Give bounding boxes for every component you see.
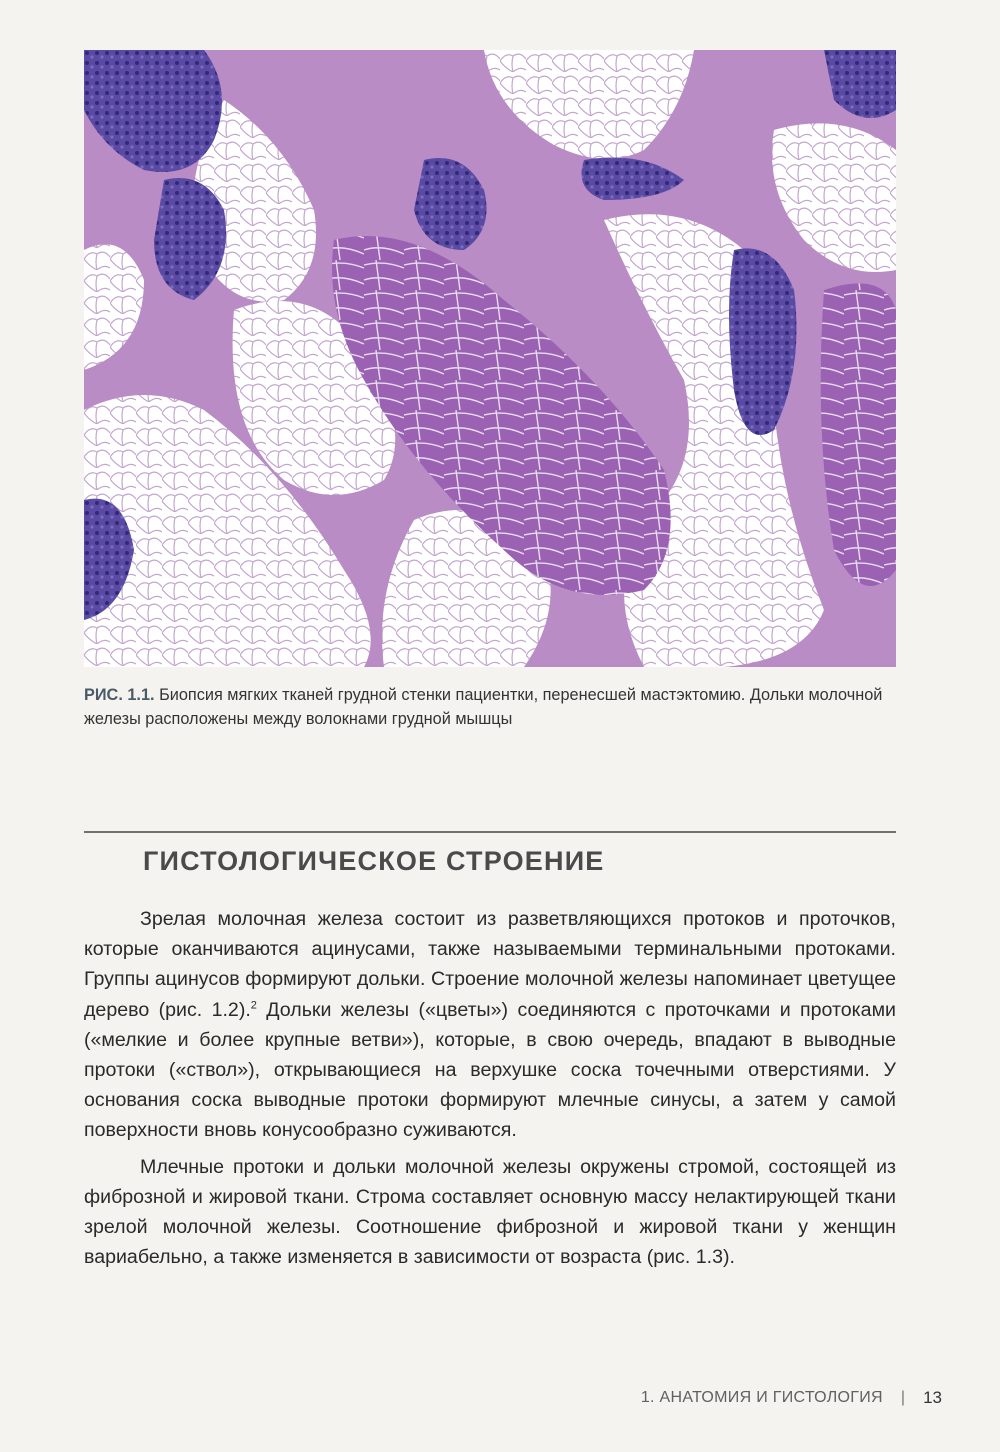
paragraph-1 <box>84 904 896 1146</box>
running-section-title: 1. АНАТОМИЯ И ГИСТОЛОГИЯ <box>640 1389 883 1406</box>
page-footer <box>641 1388 942 1408</box>
footer-separator: | <box>900 1389 906 1406</box>
paragraph-1-part-b: Дольки железы («цветы») соединяются с проточками и протоками («мелкие и более крупные ветви»), которые, в свою очередь, впадают в выводные протоки («ствол»), открывающиеся на верхушке соска точечными отверстиями. У основания соска выводные протоки формируют млечные синусы, а затем у самой поверхности вновь конусообразно суживаются. <box>84 998 896 1142</box>
histology-micrograph <box>84 50 896 667</box>
page-number: 13 <box>923 1388 942 1407</box>
histology-image <box>84 50 896 667</box>
figure-label: РИС. 1.1. <box>84 686 155 704</box>
figure-caption <box>84 683 899 731</box>
section-title: ГИСТОЛОГИЧЕСКОЕ СТРОЕНИЕ <box>143 846 605 876</box>
body-text <box>84 904 896 1278</box>
section-divider <box>84 831 896 833</box>
paragraph-2: Млечные протоки и дольки молочной железы окружены стромой, состоящей из фиброзной и жировой ткани. Строма составляет основную массу нелактирующей ткани зрелой молочной железы. Соотношение фиброзной и жировой ткани у женщин вариабельно, а также изменяется в зависимости от возраста (рис. 1.3). <box>84 1155 896 1269</box>
figure-caption-text: Биопсия мягких тканей грудной стенки пациентки, перенесшей мастэктомию. Дольки молочной железы расположены между волокнами грудной мышцы <box>84 686 883 728</box>
reference-marker: 2 <box>250 999 257 1012</box>
paragraph-1-part-a: Зрелая молочная железа состоит из разветвляющихся протоков и проточков, которые оканчиваются ацинусами, также называемыми терминальными протоками. Группы ацинусов формируют дольки. Строение молочной железы напоминает цветущее дерево (рис. 1.2). <box>84 908 896 1021</box>
